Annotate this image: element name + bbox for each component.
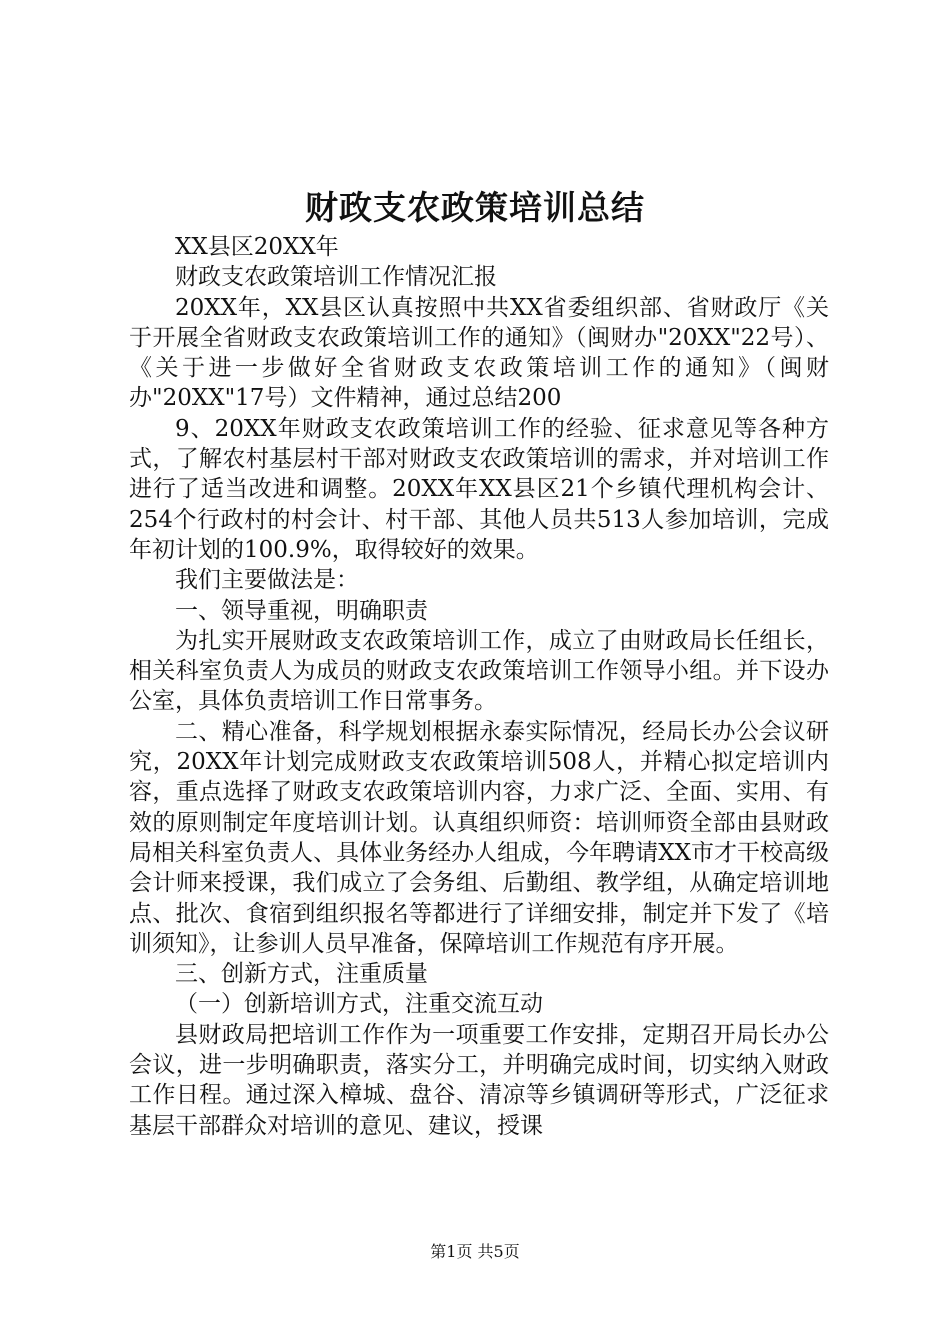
document-title: 财政支农政策培训总结: [305, 188, 645, 227]
page-footer: 第1页 共5页: [430, 1242, 520, 1261]
paragraph-2: 财政支农政策培训工作情况汇报: [175, 264, 497, 291]
paragraph-6: 为扎实开展财政支农政策培训工作，成立了由财政局长任组长，相关科室负责人为成员的财政支农政策培训工作领导小组。并下设办公室，具体负责培训工作日常事务。: [129, 627, 829, 715]
paragraph-1: XX县区20XX年: [175, 234, 339, 260]
paragraph-7: 二、精心准备，科学规划根据永泰实际情况，经局长办公会议研究，20XX年计划完成财政支农政策培训508人，并精心拟定培训内容，重点选择了财政支农政策培训内容，力求广泛、全面、实用、有效的原则制定年度培训计划。认真组织师资：培训师资全部由县财政局相关科室负责人、具体业务经办人组成，今年聘请XX市才干校高级会计师来授课，我们成立了会务组、后勤组、教学组，从确定培训地点、批次、食宿到组织报名等都进行了详细安排，制定并下发了《培训须知》，让参训人员早准备，保障培训工作规范有序开展。: [129, 718, 829, 957]
section-heading-1: 一、领导重视，明确职责: [175, 597, 428, 624]
paragraph-3: 20XX年，XX县区认真按照中共XX省委组织部、省财政厅《关于开展全省财政支农政策培训工作的通知》（闽财办"20XX"22号）、《关于进一步做好全省财政支农政策培训工作的通知》（闽财办"20XX"17号）文件精神，通过总结200: [129, 294, 829, 412]
section-heading-3: 三、创新方式，注重质量: [175, 961, 428, 988]
paragraph-4: 9、20XX年财政支农政策培训工作的经验、征求意见等各种方式，了解农村基层村干部对财政支农政策培训的需求，并对培训工作进行了适当改进和调整。20XX年XX县区21个乡镇代理机构会计、254个行政村的村会计、村干部、其他人员共513人参加培训，完成年初计划的100.9%，取得较好的效果。: [129, 415, 829, 563]
paragraph-8: 县财政局把培训工作作为一项重要工作安排，定期召开局长办公会议，进一步明确职责，落实分工，并明确完成时间，切实纳入财政工作日程。通过深入樟城、盘谷、清凉等乡镇调研等形式，广泛征求基层干部群众对培训的意见、建议，授课: [129, 1021, 829, 1139]
document-body: [129, 232, 829, 1141]
subsection-heading-1: （一）创新培训方式，注重交流互动: [175, 991, 543, 1018]
paragraph-5: 我们主要做法是：: [175, 567, 359, 594]
